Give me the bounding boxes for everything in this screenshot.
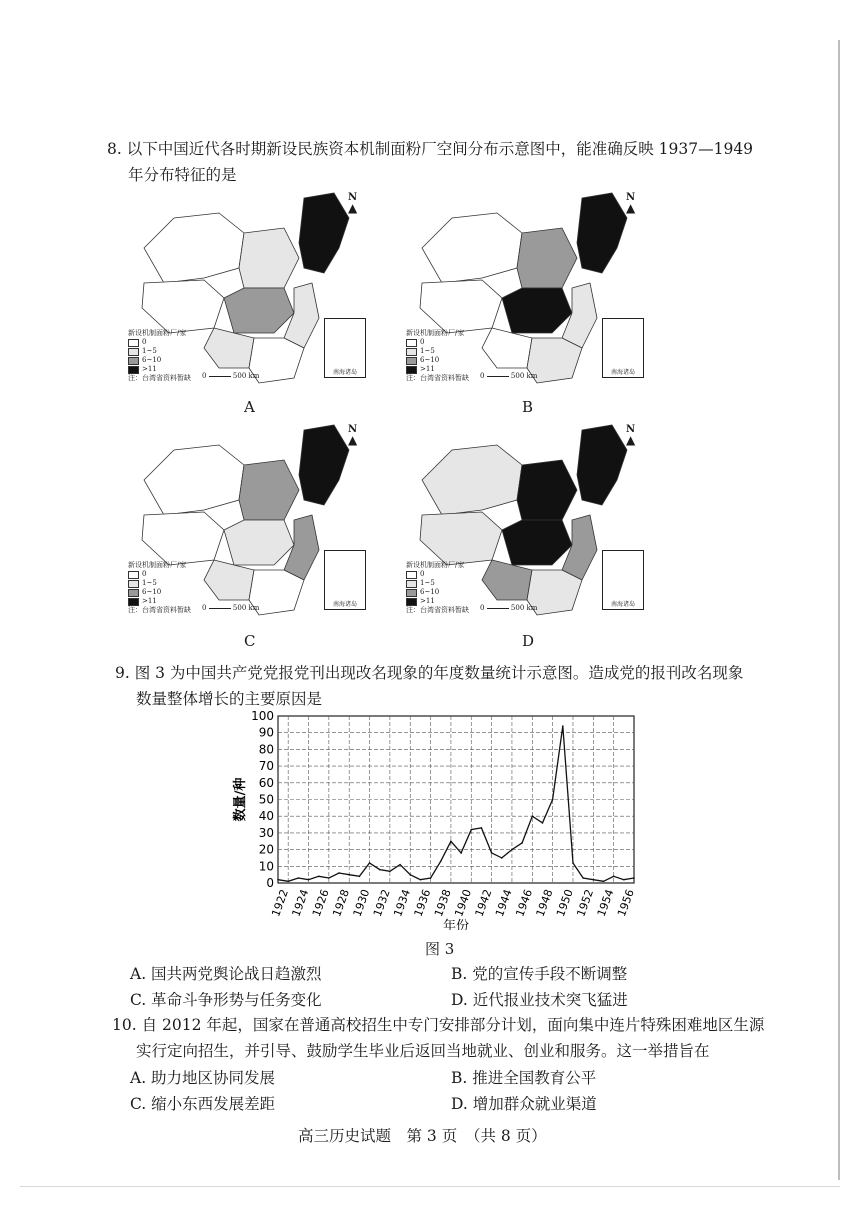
map-region-w: [420, 512, 502, 565]
data-point: [277, 879, 279, 881]
legend-swatch: [406, 339, 417, 347]
legend-swatch: [128, 580, 139, 588]
map-region-sw: [482, 328, 532, 368]
figure-caption: 图 3: [425, 940, 455, 958]
legend-swatch: [128, 571, 139, 579]
map-region-ne: [299, 193, 349, 273]
map-legend: [406, 561, 469, 615]
data-point: [511, 849, 513, 851]
data-point: [623, 879, 625, 881]
north-label: N: [626, 192, 636, 203]
legend-label: 1~5: [142, 347, 157, 355]
q8-stem-line1: 8. 以下中国近代各时期新设民族资本机制面粉厂空间分布示意图中，能准确反映 1937—1949: [107, 140, 754, 158]
legend-label: 1~5: [420, 579, 435, 587]
map-d: [400, 418, 650, 618]
legend-label: >11: [142, 597, 157, 605]
data-point: [359, 876, 361, 878]
legend-item: [406, 356, 469, 365]
map-region-n: [517, 460, 577, 520]
north-arrow-icon: N ▲: [626, 424, 636, 447]
x-tick-label: 1944: [492, 887, 515, 919]
map-region-c: [502, 288, 572, 333]
map-region-sw: [204, 328, 254, 368]
legend-item: [128, 588, 191, 597]
legend-title: 新设机制面粉厂/家: [128, 329, 187, 337]
x-axis-label: 年份: [442, 919, 470, 930]
scale-label: 500 km: [232, 604, 260, 612]
q10-option-b[interactable]: B. 推进全国教育公平: [451, 1069, 597, 1087]
q9-stem-line2: 数量整体增长的主要原因是: [136, 690, 323, 708]
map-a: [122, 186, 372, 386]
data-point: [491, 852, 493, 854]
data-point: [308, 879, 310, 881]
y-tick-label: 20: [258, 842, 274, 857]
x-tick-label: 1924: [289, 887, 312, 919]
north-arrow-icon: N ▲: [348, 424, 358, 447]
q10-option-c[interactable]: C. 缩小东西发展差距: [130, 1095, 276, 1113]
y-tick-label: 30: [258, 825, 274, 840]
map-note: 注：台湾省资料暂缺: [406, 374, 469, 382]
legend-label: 0: [142, 338, 147, 346]
q8-stem-line2: 年分布特征的是: [128, 166, 237, 184]
chart-svg: [230, 708, 650, 930]
scale-label: 500 km: [232, 372, 260, 380]
map-legend: [406, 329, 469, 383]
legend-item: [406, 365, 469, 374]
map-option-label-b[interactable]: B: [522, 398, 534, 416]
legend-item: [406, 579, 469, 588]
legend-item: [128, 347, 191, 356]
data-point: [440, 860, 442, 862]
legend-title: 新设机制面粉厂/家: [128, 561, 187, 569]
data-point: [562, 725, 564, 727]
map-region-c: [224, 520, 294, 565]
legend-label: 6~10: [142, 356, 162, 364]
y-tick-label: 50: [258, 792, 274, 807]
scale-label: 500 km: [510, 604, 538, 612]
legend-swatch: [128, 366, 139, 374]
north-arrow-icon: N ▲: [348, 192, 358, 215]
legend-label: 6~10: [420, 356, 440, 364]
x-tick-label: 1950: [553, 887, 576, 919]
x-tick-label: 1930: [350, 887, 373, 919]
x-tick-label: 1942: [472, 887, 495, 919]
y-tick-label: 90: [258, 725, 274, 740]
legend-label: 1~5: [420, 347, 435, 355]
data-point: [369, 862, 371, 864]
q10-option-a[interactable]: A. 助力地区协同发展: [130, 1069, 276, 1087]
map-region-ne: [299, 425, 349, 505]
data-point: [542, 822, 544, 824]
data-point: [348, 874, 350, 876]
map-region-w: [142, 280, 224, 333]
north-label: N: [626, 424, 636, 435]
data-point: [460, 852, 462, 854]
legend-item: [128, 365, 191, 374]
map-option-label-c[interactable]: C: [244, 632, 256, 650]
y-tick-label: 80: [258, 742, 274, 757]
legend-swatch: [406, 357, 417, 365]
y-tick-label: 60: [258, 775, 274, 790]
legend-label: >11: [420, 597, 435, 605]
y-axis-label: 数量/种: [233, 777, 248, 822]
x-tick-label: 1934: [391, 887, 414, 919]
map-legend: [128, 329, 191, 383]
legend-label: 1~5: [142, 579, 157, 587]
legend-label: >11: [420, 365, 435, 373]
map-region-c: [224, 288, 294, 333]
legend-swatch: [128, 348, 139, 356]
data-point: [298, 877, 300, 879]
data-point: [409, 874, 411, 876]
q10-option-d[interactable]: D. 增加群众就业渠道: [451, 1095, 597, 1113]
legend-swatch: [406, 348, 417, 356]
map-region-sw: [482, 560, 532, 600]
scale-label: 500 km: [510, 372, 538, 380]
y-tick-label: 0: [266, 876, 274, 890]
q9-option-a[interactable]: A. 国共两党舆论战日趋激烈: [130, 965, 322, 983]
legend-swatch: [406, 571, 417, 579]
map-region-sw: [204, 560, 254, 600]
legend-item: [128, 338, 191, 347]
data-point: [501, 857, 503, 859]
x-tick-label: 1932: [370, 887, 393, 919]
scale-bar: 0 500 km: [480, 372, 538, 380]
line-chart: [230, 708, 650, 934]
legend-item: [406, 570, 469, 579]
inset-label: 南海诸岛: [610, 601, 635, 608]
x-tick-label: 1928: [330, 887, 353, 919]
north-label: N: [348, 424, 358, 435]
data-point: [389, 871, 391, 873]
q9-option-b[interactable]: B. 党的宣传手段不断调整: [451, 965, 628, 983]
legend-swatch: [128, 598, 139, 606]
map-note: 注：台湾省资料暂缺: [128, 606, 191, 614]
data-point: [531, 815, 533, 817]
map-legend: [128, 561, 191, 615]
y-tick-label: 100: [251, 709, 274, 723]
data-point: [420, 879, 422, 881]
inset-label: 南海诸岛: [610, 369, 635, 376]
legend-item: [406, 588, 469, 597]
legend-item: [406, 338, 469, 347]
map-region-ne: [577, 193, 627, 273]
x-tick-label: 1948: [533, 887, 556, 919]
x-tick-label: 1956: [615, 887, 637, 919]
north-label: N: [348, 192, 358, 203]
data-point: [450, 840, 452, 842]
legend-item: [128, 570, 191, 579]
data-point: [572, 862, 574, 864]
y-tick-label: 70: [258, 759, 274, 774]
page-footer: 高三历史试题 第 3 页 （共 8 页）: [298, 1127, 547, 1145]
x-tick-label: 1940: [452, 887, 475, 919]
q10-stem-line1: 10. 自 2012 年起，国家在普通高校招生中专门安排部分计划，面向集中连片特殊困难地区生源: [112, 1016, 765, 1034]
map-note: 注：台湾省资料暂缺: [406, 606, 469, 614]
map-region-nw: [144, 445, 244, 515]
data-point: [633, 877, 635, 879]
y-tick-label: 40: [258, 809, 274, 824]
legend-label: 6~10: [420, 588, 440, 596]
map-option-label-d[interactable]: D: [522, 632, 535, 650]
data-point: [521, 842, 523, 844]
legend-swatch: [406, 580, 417, 588]
legend-swatch: [128, 589, 139, 597]
data-point: [287, 881, 289, 883]
map-option-label-a[interactable]: A: [244, 398, 255, 416]
legend-swatch: [406, 598, 417, 606]
south-sea-inset: [324, 318, 366, 378]
legend-swatch: [128, 339, 139, 347]
map-region-nw: [422, 213, 522, 283]
map-note: 注：台湾省资料暂缺: [128, 374, 191, 382]
q9-option-d[interactable]: D. 近代报业技术突飞猛进: [451, 991, 628, 1009]
legend-swatch: [406, 589, 417, 597]
x-tick-label: 1954: [594, 887, 617, 919]
data-point: [379, 869, 381, 871]
legend-item: [128, 597, 191, 606]
inset-label: 南海诸岛: [332, 369, 357, 376]
x-tick-label: 1926: [309, 887, 332, 919]
map-region-nw: [144, 213, 244, 283]
south-sea-inset: [324, 550, 366, 610]
scan-edge-bottom: [20, 1186, 840, 1187]
x-tick-label: 1938: [431, 887, 454, 919]
data-point: [613, 876, 615, 878]
map-region-c: [502, 520, 572, 565]
data-point: [481, 827, 483, 829]
south-sea-inset: [602, 550, 644, 610]
y-tick-label: 10: [258, 859, 274, 874]
data-point: [582, 877, 584, 879]
map-region-w: [420, 280, 502, 333]
scale-bar: 0 500 km: [480, 604, 538, 612]
scale-bar: 0 500 km: [202, 372, 260, 380]
data-point: [552, 799, 554, 801]
scan-edge-right: [838, 40, 840, 1180]
data-point: [338, 872, 340, 874]
data-point: [430, 877, 432, 879]
legend-label: >11: [142, 365, 157, 373]
data-point: [328, 877, 330, 879]
data-point: [593, 879, 595, 881]
legend-label: 0: [142, 570, 147, 578]
data-point: [318, 876, 320, 878]
q9-stem-line1: 9. 图 3 为中国共产党党报党刊出现改名现象的年度数量统计示意图。造成党的报刊改名现象: [115, 664, 744, 682]
map-region-ne: [577, 425, 627, 505]
legend-label: 0: [420, 338, 425, 346]
data-point: [470, 829, 472, 831]
data-point: [399, 864, 401, 866]
scale-bar: 0 500 km: [202, 604, 260, 612]
legend-label: 0: [420, 570, 425, 578]
map-region-nw: [422, 445, 522, 515]
legend-item: [128, 356, 191, 365]
q9-option-c[interactable]: C. 革命斗争形势与任务变化: [130, 991, 322, 1009]
legend-item: [406, 597, 469, 606]
legend-title: 新设机制面粉厂/家: [406, 329, 465, 337]
x-tick-label: 1946: [513, 887, 536, 919]
map-c: [122, 418, 372, 618]
map-region-w: [142, 512, 224, 565]
legend-item: [406, 347, 469, 356]
x-tick-label: 1922: [269, 887, 291, 919]
north-arrow-icon: N ▲: [626, 192, 636, 215]
inset-label: 南海诸岛: [332, 601, 357, 608]
map-region-n: [239, 228, 299, 288]
map-b: [400, 186, 650, 386]
legend-title: 新设机制面粉厂/家: [406, 561, 465, 569]
x-tick-label: 1936: [411, 887, 434, 919]
map-region-n: [239, 460, 299, 520]
map-region-n: [517, 228, 577, 288]
legend-swatch: [406, 366, 417, 374]
data-point: [603, 881, 605, 883]
x-tick-label: 1952: [574, 887, 597, 919]
q10-stem-line2: 实行定向招生，并引导、鼓励学生毕业后返回当地就业、创业和服务。这一举措旨在: [136, 1042, 710, 1060]
legend-item: [128, 579, 191, 588]
legend-label: 6~10: [142, 588, 162, 596]
south-sea-inset: [602, 318, 644, 378]
legend-swatch: [128, 357, 139, 365]
